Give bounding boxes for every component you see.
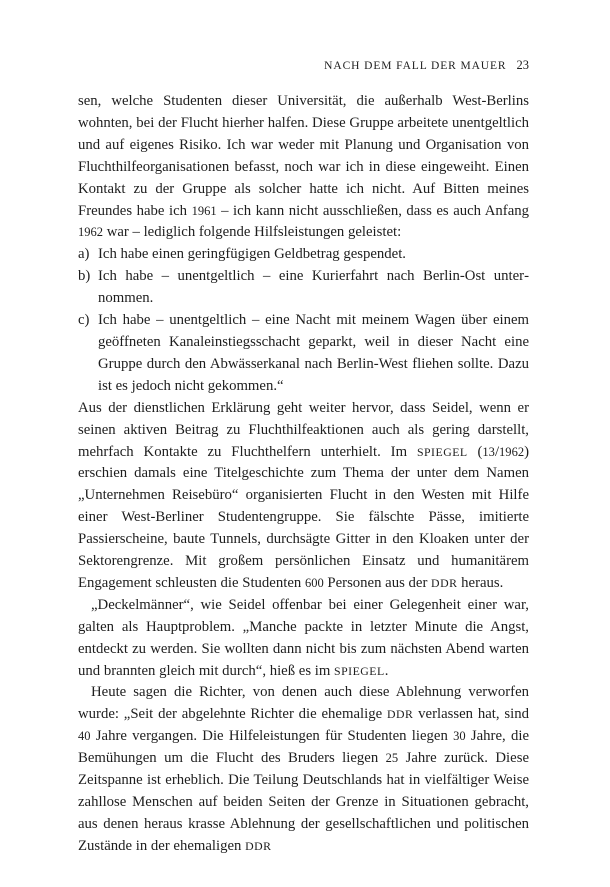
- paragraph: Heute sagen die Richter, von denen auch diese Ablehnung verworfen wurde: „Seit der abgelehnte Richter die ehemalige DDR verlassen hat, sind 40 Jahre vergangen. Die Hilfeleistungen für Studenten liegen 30 Jahre, die Bemühungen um die Flucht des Bruders liegen 25 Jahre zurück. Diese Zeitspanne ist erheblich. Die Teilung Deutschlands hat in vielfältiger Weise zahllose Menschen auf beiden Seiten der Grenze in Situationen gebracht, aus denen heraus krasse Ablehnung der gesellschaftlichen und politischen Zustände in der ehemaligen DDR: [78, 684, 529, 854]
- list-item-label: c): [78, 312, 90, 329]
- list-item: [78, 310, 529, 398]
- running-title: NACH DEM FALL DER MAUER: [324, 60, 507, 72]
- paragraph: „Deckelmänner“, wie Seidel offenbar bei einer Gelegenheit einer war, galten als Hauptproblem. „Manche packte in letzter Minute die Angst, entdeckt zu werden. Sie wollten dann nicht bis zum nächsten Abend warten und brannten gleich mit durch“, hieß es im SPIEGEL.: [78, 596, 529, 679]
- list-item-label: a): [78, 246, 90, 263]
- running-head: [78, 58, 529, 73]
- list-item-text: Ich habe – unentgeltlich – eine Kurierfahrt nach Berlin-Ost unternommen.: [98, 268, 529, 307]
- list-item: [78, 266, 529, 310]
- list-item-text: Ich habe – unentgeltlich – eine Nacht mit meinem Wagen über einem geöffneten Kanaleinstiegsschacht geparkt, weil in dieser Nacht eine Gruppe durch den Abwässerkanal nach Berlin-West fliehen sollte. Dazu ist es jedoch nicht gekommen.“: [98, 312, 529, 394]
- body-text: [78, 91, 529, 858]
- list-item: [78, 244, 529, 266]
- list-item-label: b): [78, 268, 91, 285]
- paragraph: sen, welche Studenten dieser Universität, die außerhalb West-Berlins wohnten, bei der Flucht hierher halfen. Diese Gruppe arbeitete unentgeltlich und auf eigenes Risiko. Ich war weder mit Planung und Organisation von Fluchthilfeorganisationen befasst, noch war ich in diese eingeweiht. Einen Kontakt zu der Gruppe als solcher hatte ich nicht. Auf Bitten meines Freundes habe ich 1961 – ich kann nicht ausschließen, dass es auch Anfang 1962 war – lediglich folgende Hilfsleistungen geleistet:: [78, 93, 529, 241]
- page-number: 23: [516, 58, 529, 72]
- paragraph: Aus der dienstlichen Erklärung geht weiter hervor, dass Seidel, wenn er seinen aktiven Beitrag zu Fluchthilfeaktionen auch als gering darstellt, mehrfach Kontakte zu Fluchthelfern unterhielt. Im SPIEGEL (13/1962) erschien damals eine Titelgeschichte zum Thema der unter dem Namen „Unternehmen Reisebüro“ organisierten Flucht in den Westen mit Hilfe einer West-Berliner Studentengruppe. Sie fälschte Pässe, imitierte Passierscheine, baute Tunnels, durchsägte Gitter in den Kloaken unter der Sektorengrenze. Mit großem persönlichen Einsatz und humanitärem Engagement schleusten die Studenten 600 Personen aus der DDR heraus.: [78, 399, 529, 591]
- list-item-text: Ich habe einen geringfügigen Geldbetrag gespendet.: [98, 246, 406, 263]
